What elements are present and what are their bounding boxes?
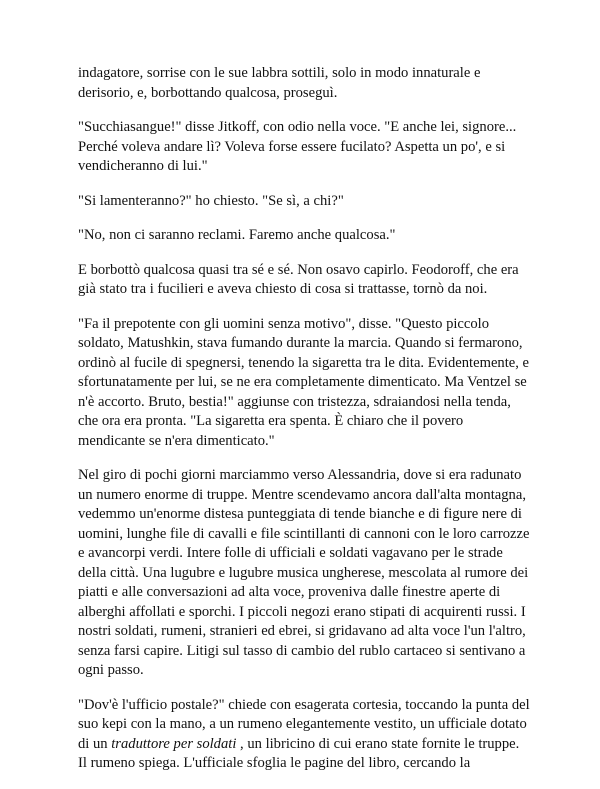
paragraph-6: "Fa il prepotente con gli uomini senza motivo", disse. "Questo piccolo soldato, Matushkin, stava fumando durante la marcia. Quando si fermarono, ordinò al fucile di spegnersi, tenendo la sigaretta tra le dita. Evidentemente, e sfortunatamente per lui, se ne era completamente dimenticato. Ma Ventzel se n'è accorto. Bruto, bestia!" aggiunse con tristezza, sdraiandosi nella tenda, che ora era pronta. "La sigaretta era spenta. È chiaro che il povero mendicante se n'era dimenticato." <box>78 315 530 449</box>
paragraph-4: "No, non ci saranno reclami. Faremo anche qualcosa." <box>78 227 396 243</box>
document-page <box>78 64 530 789</box>
paragraph-3: "Si lamenteranno?" ho chiesto. "Se sì, a chi?" <box>78 192 344 209</box>
paragraph-7: Nel giro di pochi giorni marciammo verso Alessandria, dove si era radunato un numero enorme di truppe. Mentre scendevamo ancora dall'alta montagna, vedemmo un'enorme distesa punteggiata di tende bianche e di figure nere di uomini, lunghe file di cavalli e file scintillanti di cannoni con le loro carrozze e avancorpi verdi. Intere folle di ufficiali e soldati vagavano per le strade della città. Una lugubre e lugubre musica ungherese, mescolata al rumore dei piatti e alle conversazioni ad alta voce, proveniva dalle finestre aperte di alberghi affollati e sporchi. I piccoli negozi erano stipati di acquirenti russi. I nostri soldati, rumeni, stranieri ed ebrei, si gridavano ad alta voce l'un l'altro, senza farsi capire. Litigi sul tasso di cambio del rublo cartaceo si sentivano a ogni passo. <box>78 467 530 678</box>
paragraph-1: indagatore, sorrise con le sue labbra sottili, solo in modo innaturale e derisorio, e, borbottando qualcosa, proseguì. <box>78 65 481 101</box>
paragraph-8-italic-term: traduttore per soldati <box>111 735 237 752</box>
paragraph-5: E borbottò qualcosa quasi tra sé e sé. Non osavo capirlo. Feodoroff, che era già stato tra i fucilieri e aveva chiesto di cosa si trattasse, tornò da noi. <box>78 261 519 297</box>
paragraph-2: "Succhiasangue!" disse Jitkoff, con odio nella voce. "E anche lei, signore... Perché voleva andare lì? Voleva forse essere fucilato? Aspetta un po', e si vendicheranno di lui." <box>78 119 517 174</box>
paragraph-8-text-start: "Dov'è l'ufficio postale?" chiede con esagerata cortesia, toccando la punta del suo kepi con la mano, a un rumeno elegantemente vestito, un ufficiale dotato di un <box>78 696 530 752</box>
paragraph-8 <box>78 696 530 774</box>
paragraph-8-text-end: , un libricino di cui erano state fornite le truppe. Il rumeno spiega. L'ufficiale sfoglia le pagine del libro, cercando la <box>78 735 520 771</box>
